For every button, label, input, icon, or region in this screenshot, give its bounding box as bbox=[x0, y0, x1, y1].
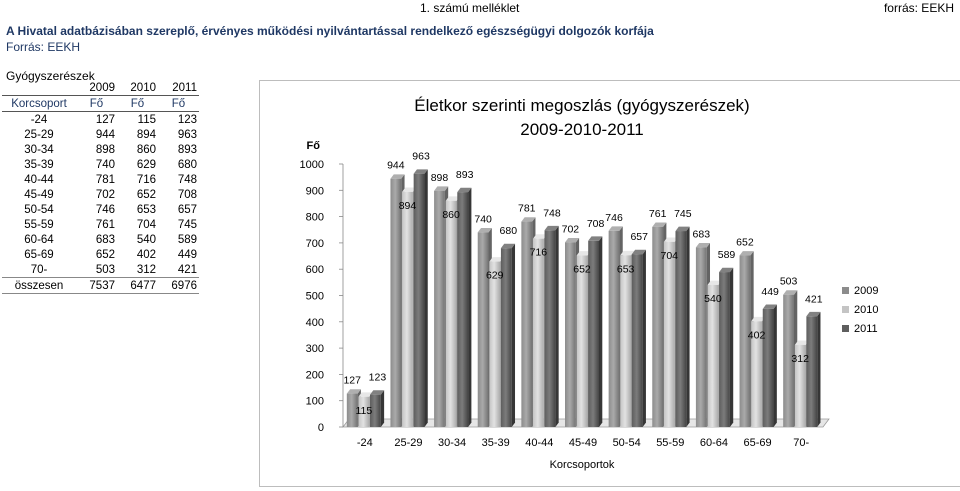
table-cell: 761 bbox=[95, 218, 115, 231]
bar-side bbox=[424, 169, 427, 427]
table-cell: 60-64 bbox=[24, 233, 54, 246]
bar-side bbox=[555, 226, 558, 427]
table-row bbox=[2, 202, 199, 217]
bar-front bbox=[446, 201, 457, 427]
table-cell: 503 bbox=[95, 263, 115, 276]
legend-label: 2011 bbox=[854, 323, 878, 335]
table-cell: 716 bbox=[136, 173, 156, 186]
data-label: 652 bbox=[573, 263, 591, 276]
table-year-cell: 2011 bbox=[172, 81, 197, 94]
data-label: 898 bbox=[430, 171, 449, 184]
x-tick-label: 40-44 bbox=[525, 437, 554, 449]
y-tick-label: 200 bbox=[305, 369, 324, 382]
data-label: 893 bbox=[455, 169, 474, 182]
x-tick-label: 45-49 bbox=[568, 437, 598, 449]
chart-subtitle: 2009-2010-2011 bbox=[520, 120, 644, 139]
bar-front bbox=[620, 255, 631, 427]
table-cell: 893 bbox=[177, 143, 197, 156]
table-cell: 30-34 bbox=[24, 143, 54, 156]
table-cell: 704 bbox=[136, 218, 156, 231]
data-label: 894 bbox=[398, 199, 417, 212]
x-tick-label: -24 bbox=[356, 437, 373, 449]
table-cell: 115 bbox=[137, 113, 156, 126]
x-tick-label: 60-64 bbox=[699, 437, 728, 449]
bar-front bbox=[577, 256, 588, 427]
bar-front bbox=[696, 247, 707, 427]
bar-front bbox=[664, 242, 675, 427]
bar bbox=[806, 312, 820, 427]
y-tick-label: 900 bbox=[305, 185, 324, 198]
data-label: 745 bbox=[674, 208, 692, 221]
data-label: 761 bbox=[648, 207, 667, 220]
table-cell: -24 bbox=[30, 113, 48, 126]
table-row bbox=[2, 262, 199, 278]
bar-front bbox=[390, 179, 401, 427]
bar bbox=[457, 188, 471, 427]
data-label: 503 bbox=[779, 275, 798, 288]
table-cell: 963 bbox=[177, 128, 197, 141]
table-cell: 55-59 bbox=[24, 218, 54, 231]
table-cell: 748 bbox=[177, 173, 197, 186]
table-cell: 740 bbox=[95, 158, 115, 171]
y-tick-label: 1000 bbox=[299, 159, 324, 171]
legend-label: 2010 bbox=[854, 304, 879, 316]
bar bbox=[763, 305, 777, 427]
data-label: 657 bbox=[630, 231, 649, 244]
table-row bbox=[2, 247, 199, 262]
bar-front bbox=[545, 230, 556, 427]
table-cell: 702 bbox=[95, 188, 115, 201]
table-cell: 421 bbox=[177, 263, 197, 276]
y-tick-label: 400 bbox=[305, 316, 324, 329]
chart-frame bbox=[259, 80, 960, 487]
table-cell: 683 bbox=[95, 233, 115, 246]
data-label: 652 bbox=[736, 236, 754, 249]
bar-side bbox=[381, 390, 384, 427]
chart-title: Életkor szerinti megoszlás (gyógyszerészek) bbox=[414, 96, 750, 115]
table-cell: 6976 bbox=[158, 278, 199, 294]
data-label: 312 bbox=[791, 352, 809, 365]
data-label: 708 bbox=[586, 217, 605, 230]
table-cell: 944 bbox=[95, 128, 115, 141]
data-label: 704 bbox=[660, 249, 679, 262]
data-label: 123 bbox=[368, 371, 387, 384]
table-cell: 680 bbox=[177, 158, 197, 171]
data-label: 421 bbox=[805, 293, 823, 306]
table-cell: 312 bbox=[136, 263, 156, 276]
data-label: 589 bbox=[717, 249, 736, 262]
bar-side bbox=[774, 305, 777, 427]
legend-entry bbox=[842, 304, 878, 316]
bar-front bbox=[609, 231, 620, 427]
table-year-cell: 2009 bbox=[89, 81, 115, 94]
data-label: 740 bbox=[474, 213, 492, 226]
legend-entry bbox=[842, 323, 878, 335]
table-cell: 540 bbox=[136, 233, 156, 246]
bar-side bbox=[599, 236, 602, 427]
bar-front bbox=[632, 254, 643, 427]
data-label: 716 bbox=[529, 246, 548, 259]
y-tick-label: 800 bbox=[305, 211, 324, 224]
table-cell: 127 bbox=[95, 113, 115, 126]
bar-front bbox=[478, 232, 489, 427]
table-cell: 894 bbox=[136, 128, 156, 141]
bar-side bbox=[817, 312, 820, 427]
data-label: 402 bbox=[747, 329, 766, 342]
y-tick-label: 500 bbox=[305, 290, 324, 303]
data-label: 944 bbox=[387, 159, 405, 172]
table-row bbox=[2, 232, 199, 247]
data-label: 653 bbox=[616, 263, 635, 276]
table-cell: 898 bbox=[95, 143, 115, 156]
source-label-top: forrás: EEKH bbox=[883, 1, 954, 15]
legend-swatch bbox=[842, 287, 849, 294]
table-cell: 589 bbox=[177, 233, 197, 246]
table-total-row bbox=[2, 278, 199, 294]
table-cell: 402 bbox=[136, 248, 156, 261]
table-cell: 745 bbox=[177, 218, 197, 231]
data-label: 127 bbox=[343, 374, 361, 387]
table-cell: 25-29 bbox=[24, 128, 54, 141]
table-row bbox=[2, 127, 199, 142]
data-label: 680 bbox=[499, 225, 518, 238]
table-header-row bbox=[2, 96, 199, 112]
bar-front bbox=[806, 316, 817, 427]
data-label: 746 bbox=[605, 211, 623, 224]
bar-side bbox=[730, 268, 733, 427]
table-cell: 657 bbox=[177, 203, 197, 216]
table-header-cell: Fő bbox=[117, 96, 158, 112]
bar-side bbox=[686, 227, 689, 427]
y-tick-label: 0 bbox=[317, 422, 324, 434]
table-cell: 653 bbox=[136, 203, 156, 216]
table-row bbox=[2, 142, 199, 157]
table-cell: 50-54 bbox=[24, 203, 54, 216]
data-label: 702 bbox=[561, 223, 580, 236]
bar bbox=[632, 250, 646, 427]
table-year-cell: 2010 bbox=[130, 81, 156, 94]
bar-front bbox=[457, 192, 468, 427]
legend-label: 2009 bbox=[854, 285, 879, 297]
table-cell: 7537 bbox=[76, 278, 117, 294]
table-year-row bbox=[2, 80, 199, 96]
table-row bbox=[2, 172, 199, 187]
data-label: 629 bbox=[485, 269, 504, 282]
bar-front bbox=[708, 285, 719, 427]
y-tick-label: 300 bbox=[305, 343, 324, 356]
page-title: A Hivatal adatbázisában szereplő, érvényes működési nyilvántartással rendelkező egészségügyi dolgozók korfája bbox=[6, 24, 654, 38]
source-line: Forrás: EEKH bbox=[6, 40, 81, 54]
y-tick-label: 700 bbox=[305, 237, 324, 250]
data-label: 115 bbox=[355, 404, 373, 417]
section-title: Gyógyszerészek bbox=[6, 69, 95, 83]
bar-side bbox=[468, 188, 471, 427]
legend-entry bbox=[842, 285, 878, 297]
bar-side bbox=[643, 250, 646, 427]
y-tick-label: 600 bbox=[305, 264, 324, 277]
bar-side bbox=[512, 244, 515, 427]
y-tick-label: 100 bbox=[305, 395, 324, 408]
x-tick-label: 25-29 bbox=[394, 437, 423, 449]
data-label: 683 bbox=[692, 228, 711, 241]
data-label: 449 bbox=[761, 285, 779, 298]
table-cell: 746 bbox=[95, 203, 115, 216]
x-tick-label: 50-54 bbox=[612, 437, 641, 449]
data-label: 781 bbox=[517, 202, 536, 215]
table-row bbox=[2, 112, 199, 128]
bar-front bbox=[533, 239, 544, 427]
table-cell: 449 bbox=[177, 248, 197, 261]
table-cell: 629 bbox=[136, 158, 156, 171]
data-label: 748 bbox=[543, 207, 561, 220]
table-cell: 35-39 bbox=[24, 158, 54, 171]
data-label: 860 bbox=[442, 208, 460, 221]
table-cell: 45-49 bbox=[24, 188, 54, 201]
x-tick-label: 65-69 bbox=[743, 437, 772, 449]
table-cell: 652 bbox=[136, 188, 156, 201]
bar-front bbox=[402, 192, 413, 427]
x-axis-title: Korcsoportok bbox=[549, 459, 615, 471]
data-table bbox=[2, 80, 199, 294]
bar-front bbox=[489, 262, 500, 427]
bar-front bbox=[763, 309, 774, 427]
bar bbox=[719, 268, 733, 427]
table-row bbox=[2, 187, 199, 202]
table-cell: 70- bbox=[30, 263, 48, 276]
table-cell: összesen bbox=[2, 278, 76, 294]
table-cell: 781 bbox=[95, 173, 115, 186]
y-axis-title: Fő bbox=[306, 140, 320, 152]
bar-chart bbox=[260, 81, 960, 486]
table-header-cell: Fő bbox=[158, 96, 199, 112]
table-row bbox=[2, 217, 199, 232]
table-cell: 6477 bbox=[117, 278, 158, 294]
annex-label: 1. számú melléklet bbox=[420, 1, 520, 15]
table-header-cell: Korcsoport bbox=[2, 96, 76, 112]
table-cell: 123 bbox=[177, 113, 197, 126]
legend-swatch bbox=[842, 325, 849, 332]
table-cell: 860 bbox=[136, 143, 156, 156]
table-cell: 652 bbox=[95, 248, 115, 261]
table-cell: 65-69 bbox=[24, 248, 54, 261]
bar-front bbox=[434, 191, 445, 427]
x-tick-label: 35-39 bbox=[481, 437, 510, 449]
legend-swatch bbox=[842, 306, 849, 313]
data-label: 540 bbox=[704, 292, 722, 305]
x-tick-label: 30-34 bbox=[438, 437, 467, 449]
table-header-cell: Fő bbox=[76, 96, 117, 112]
data-label: 963 bbox=[412, 150, 430, 163]
table-cell-empty bbox=[2, 80, 76, 96]
table-cell: 40-44 bbox=[24, 173, 54, 186]
x-tick-label: 55-59 bbox=[656, 437, 685, 449]
table-cell: 708 bbox=[177, 188, 197, 201]
table-row bbox=[2, 157, 199, 172]
x-tick-label: 70- bbox=[793, 437, 810, 449]
